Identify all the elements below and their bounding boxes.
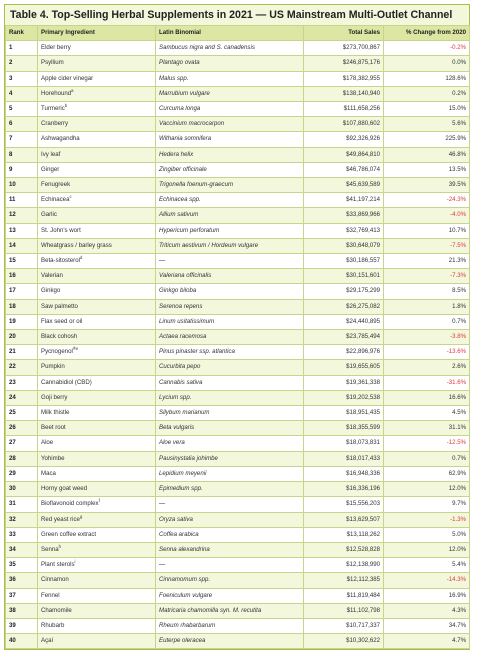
ingredient-cell [38,542,156,557]
ingredient-cell [38,284,156,299]
ingredient-name: Elder berry [41,44,71,52]
latin-binomial-cell: Rheum rhabarbarum [156,618,304,633]
table-row [6,360,470,375]
latin-binomial-cell: Hedera helix [156,147,304,162]
table-row [6,603,470,618]
table-row [6,238,470,253]
total-sales-cell: $111,658,256 [304,102,384,117]
ingredient-name: Açaí [41,637,54,645]
table-row [6,497,470,512]
ingredient-cell [38,618,156,633]
table-row [6,193,470,208]
percent-change-cell: 46.8% [384,147,470,162]
table-title: Table 4. Top-Selling Herbal Supplements in 2021 — US Mainstream Multi-Outlet Channel [10,9,453,21]
ingredient-name: Turmeric [41,105,65,113]
rank-cell: 13 [6,223,38,238]
ingredient-name: Senna [41,545,59,553]
ingredient-cell [38,390,156,405]
table-row [6,436,470,451]
ingredient-name: St. John's wort [41,226,81,234]
latin-binomial-cell: Echinacea spp. [156,193,304,208]
latin-binomial-cell: Beta vulgaris [156,421,304,436]
ingredient-name: Black cohosh [41,333,78,341]
ingredient-name: Bioflavonoid complex [41,500,99,508]
latin-binomial-cell: Triticum aestivum / Hordeum vulgare [156,238,304,253]
ingredient-cell [38,208,156,223]
table-row [6,314,470,329]
total-sales-cell: $107,880,602 [304,117,384,132]
ingredient-name: Horehound [41,89,72,97]
percent-change-cell: 0.2% [384,86,470,101]
latin-binomial-cell: — [156,558,304,573]
total-sales-cell: $273,700,867 [304,41,384,56]
percent-change-cell: 10.7% [384,223,470,238]
total-sales-cell: $11,819,484 [304,588,384,603]
table-row [6,86,470,101]
ingredient-cell [38,41,156,56]
rank-cell: 19 [6,314,38,329]
latin-binomial-cell: Cinnamomum spp. [156,573,304,588]
rank-cell: 26 [6,421,38,436]
latin-binomial-cell: Linum usitatissimum [156,314,304,329]
table-body [6,41,470,649]
latin-binomial-cell: Lepidium meyenii [156,466,304,481]
footnote-marker: ®e [72,346,79,352]
ingredient-name: Fennel [41,591,60,599]
percent-change-cell: -7.5% [384,238,470,253]
percent-change-cell: 225.9% [384,132,470,147]
latin-binomial-cell: Marrubium vulgare [156,86,304,101]
header-row [6,26,470,41]
ingredient-cell [38,482,156,497]
percent-change-cell: 34.7% [384,618,470,633]
rank-cell: 3 [6,71,38,86]
ingredient-name: Wheatgrass / barley grass [41,241,112,249]
ingredient-cell [38,527,156,542]
percent-change-cell: 12.0% [384,482,470,497]
ingredient-cell [38,375,156,390]
percent-change-cell: -12.5% [384,436,470,451]
rank-cell: 25 [6,406,38,421]
table-row [6,178,470,193]
percent-change-cell: 4.3% [384,603,470,618]
rank-cell: 40 [6,634,38,649]
latin-binomial-cell: Senna alexandrina [156,542,304,557]
total-sales-cell: $18,951,435 [304,406,384,421]
latin-binomial-cell: Valeriana officinalis [156,269,304,284]
ingredient-name: Ginger [41,165,60,173]
percent-change-cell: 15.0% [384,102,470,117]
rank-cell: 35 [6,558,38,573]
total-sales-cell: $13,118,262 [304,527,384,542]
total-sales-cell: $12,138,990 [304,558,384,573]
ingredient-name: Ashwagandha [41,135,80,143]
footnote-marker: h [58,543,61,549]
ingredient-name: Ginkgo [41,287,61,295]
percent-change-cell: -4.0% [384,208,470,223]
ingredient-name: Maca [41,469,56,477]
sales-header: Total Sales [304,26,384,41]
table-row [6,254,470,269]
percent-change-cell: 13.5% [384,162,470,177]
percent-change-cell: 4.5% [384,406,470,421]
ingredient-name: Yohimbe [41,454,65,462]
table-row [6,299,470,314]
ingredient-cell [38,558,156,573]
ingredient-name: Cinnamon [41,576,69,584]
percent-change-cell: 5.6% [384,117,470,132]
table-row [6,102,470,117]
ingredient-cell [38,345,156,360]
rank-cell: 37 [6,588,38,603]
ingredient-cell [38,178,156,193]
ingredient-cell [38,406,156,421]
total-sales-cell: $33,869,966 [304,208,384,223]
rank-cell: 36 [6,573,38,588]
rank-cell: 20 [6,330,38,345]
latin-binomial-cell: Curcuma longa [156,102,304,117]
footnote-marker: d [79,255,83,261]
percent-change-cell: 21.3% [384,254,470,269]
total-sales-cell: $26,275,082 [304,299,384,314]
rank-cell: 9 [6,162,38,177]
table-row [6,573,470,588]
ingredient-cell [38,512,156,527]
footnote-marker: g [79,513,83,519]
latin-binomial-cell: Serenoa repens [156,299,304,314]
ingredient-cell [38,56,156,71]
percent-change-cell: 12.0% [384,542,470,557]
ingredient-cell [38,132,156,147]
ingredient-name: Green coffee extract [41,530,97,538]
ingredient-cell [38,117,156,132]
percent-change-cell: 16.6% [384,390,470,405]
percent-change-cell: 9.7% [384,497,470,512]
percent-change-cell: -14.3% [384,573,470,588]
latin-binomial-cell: Sambucus nigra and S. canadensis [156,41,304,56]
ingredient-cell [38,193,156,208]
ingredient-name: Ivy leaf [41,150,61,158]
latin-binomial-cell: Oryza sativa [156,512,304,527]
rank-cell: 30 [6,482,38,497]
latin-binomial-cell: Allium sativum [156,208,304,223]
latin-binomial-cell: Pausinystalia johimbe [156,451,304,466]
rank-cell: 14 [6,238,38,253]
total-sales-cell: $12,528,828 [304,542,384,557]
table-row [6,588,470,603]
total-sales-cell: $19,202,538 [304,390,384,405]
ingredient-name: Cranberry [41,120,69,128]
percent-change-cell: 0.7% [384,451,470,466]
ingredient-name: Pycnogenol [41,348,73,356]
latin-binomial-cell: Vaccinium macrocarpon [156,117,304,132]
latin-binomial-cell: Aloe vera [156,436,304,451]
rank-cell: 27 [6,436,38,451]
total-sales-cell: $18,073,831 [304,436,384,451]
total-sales-cell: $19,655,605 [304,360,384,375]
rank-cell: 5 [6,102,38,117]
ingredient-name: Goji berry [41,393,68,401]
rank-cell: 17 [6,284,38,299]
percent-change-cell: -13.6% [384,345,470,360]
percent-change-cell: -3.8% [384,330,470,345]
total-sales-cell: $16,336,196 [304,482,384,497]
total-sales-cell: $30,648,079 [304,238,384,253]
rank-cell: 28 [6,451,38,466]
latin-binomial-cell: Matricaria chamomilla syn. M. recutita [156,603,304,618]
ingredient-cell [38,330,156,345]
total-sales-cell: $29,175,299 [304,284,384,299]
rank-cell: 15 [6,254,38,269]
latin-binomial-cell: Cucurbita pepo [156,360,304,375]
total-sales-cell: $49,864,810 [304,147,384,162]
table-row [6,132,470,147]
rank-cell: 1 [6,41,38,56]
table-row [6,284,470,299]
ingredient-cell [38,254,156,269]
rank-cell: 22 [6,360,38,375]
footnote-marker: a [71,87,74,93]
rank-cell: 11 [6,193,38,208]
table-row [6,117,470,132]
ingredient-cell [38,102,156,117]
ingredient-cell [38,466,156,481]
total-sales-cell: $11,102,798 [304,603,384,618]
percent-change-cell: 5.0% [384,527,470,542]
table-row [6,147,470,162]
total-sales-cell: $10,302,622 [304,634,384,649]
table-row [6,451,470,466]
table-row [6,466,470,481]
percent-change-cell: 128.6% [384,71,470,86]
table-row [6,345,470,360]
table-row [6,71,470,86]
table-row [6,269,470,284]
table-row [6,482,470,497]
latin-binomial-cell: — [156,254,304,269]
rank-cell: 12 [6,208,38,223]
ingredient-cell [38,451,156,466]
rank-header: Rank [6,26,38,41]
ingredient-cell [38,573,156,588]
latin-binomial-cell: Actaea racemosa [156,330,304,345]
rank-cell: 2 [6,56,38,71]
ingredient-cell [38,421,156,436]
ingredient-name: Cannabidiol (CBD) [41,378,92,386]
table-row [6,558,470,573]
ingredient-name: Aloe [41,439,54,447]
percent-change-cell: 16.9% [384,588,470,603]
ingredient-cell [38,497,156,512]
rank-cell: 32 [6,512,38,527]
ingredient-name: Fenugreek [41,181,71,189]
total-sales-cell: $18,355,599 [304,421,384,436]
percent-change-cell: 31.1% [384,421,470,436]
rank-cell: 33 [6,527,38,542]
ingredient-cell [38,223,156,238]
footnote-marker: f [98,498,100,504]
ingredient-name: Psyllium [41,59,64,67]
percent-change-cell: -1.3% [384,512,470,527]
total-sales-cell: $46,786,074 [304,162,384,177]
table-row [6,162,470,177]
total-sales-cell: $18,017,433 [304,451,384,466]
total-sales-cell: $138,140,940 [304,86,384,101]
ingredient-name: Red yeast rice [41,515,80,523]
latin-binomial-cell: Foeniculum vulgare [156,588,304,603]
latin-binomial-cell: Trigonella foenum-graecum [156,178,304,193]
percent-change-cell: 39.5% [384,178,470,193]
table-row [6,512,470,527]
ingredient-name: Chamomile [41,606,72,614]
ingredient-cell [38,436,156,451]
table-row [6,330,470,345]
total-sales-cell: $19,361,338 [304,375,384,390]
ingredient-name: Rhubarb [41,621,65,629]
total-sales-cell: $13,629,507 [304,512,384,527]
ingredient-name: Flax seed or oil [41,317,83,325]
total-sales-cell: $23,785,494 [304,330,384,345]
total-sales-cell: $41,197,214 [304,193,384,208]
ingredient-cell [38,162,156,177]
total-sales-cell: $24,440,895 [304,314,384,329]
rank-cell: 8 [6,147,38,162]
total-sales-cell: $246,875,176 [304,56,384,71]
ingredient-cell [38,634,156,649]
latin-binomial-cell: Ginkgo biloba [156,284,304,299]
ingredient-name: Beta-sitosterol [41,257,80,265]
percent-change-cell: 2.6% [384,360,470,375]
total-sales-cell: $178,382,955 [304,71,384,86]
table-row [6,390,470,405]
latin-binomial-cell: Pinus pinaster ssp. atlantica [156,345,304,360]
total-sales-cell: $12,112,385 [304,573,384,588]
rank-cell: 31 [6,497,38,512]
latin-binomial-cell: Silybum marianum [156,406,304,421]
rank-cell: 38 [6,603,38,618]
percent-change-cell: -0.2% [384,41,470,56]
rank-cell: 4 [6,86,38,101]
rank-cell: 39 [6,618,38,633]
change-header: % Change from 2020 [384,26,470,41]
latin-binomial-cell: Malus spp. [156,71,304,86]
latin-header: Latin Binomial [156,26,304,41]
rank-cell: 34 [6,542,38,557]
rank-cell: 21 [6,345,38,360]
ingredient-name: Garlic [41,211,57,219]
latin-binomial-cell: Plantago ovata [156,56,304,71]
ingredient-cell [38,238,156,253]
table-row [6,41,470,56]
ingredient-name: Valerian [41,272,63,280]
supplements-table-frame [4,4,470,650]
ingredient-cell [38,314,156,329]
ingredient-cell [38,299,156,314]
table-row [6,406,470,421]
footnote-marker: c [69,194,72,200]
rank-cell: 10 [6,178,38,193]
latin-binomial-cell: Lycium spp. [156,390,304,405]
ingredient-name: Saw palmetto [41,302,78,310]
latin-binomial-cell: Cannabis sativa [156,375,304,390]
table-row [6,223,470,238]
percent-change-cell: 0.7% [384,314,470,329]
rank-cell: 6 [6,117,38,132]
percent-change-cell: -31.6% [384,375,470,390]
percent-change-cell: 1.8% [384,299,470,314]
latin-binomial-cell: Epimedium spp. [156,482,304,497]
ingredient-cell [38,588,156,603]
percent-change-cell: 5.4% [384,558,470,573]
ingredient-cell [38,603,156,618]
percent-change-cell: 8.5% [384,284,470,299]
rank-cell: 16 [6,269,38,284]
latin-binomial-cell: — [156,497,304,512]
table-row [6,421,470,436]
supplements-table [5,25,470,649]
percent-change-cell: 4.7% [384,634,470,649]
footnote-marker: b [64,102,68,108]
percent-change-cell: -7.3% [384,269,470,284]
table-row [6,634,470,649]
total-sales-cell: $92,326,926 [304,132,384,147]
rank-cell: 23 [6,375,38,390]
ingredient-cell [38,147,156,162]
ingredient-cell [38,71,156,86]
table-row [6,375,470,390]
latin-binomial-cell: Zingiber officinale [156,162,304,177]
footnote-marker: i [74,559,76,565]
ingredient-cell [38,269,156,284]
latin-binomial-cell: Withania somnifera [156,132,304,147]
table-row [6,56,470,71]
total-sales-cell: $15,556,203 [304,497,384,512]
percent-change-cell: -24.3% [384,193,470,208]
ingredient-name: Echinacea [41,196,70,204]
percent-change-cell: 62.9% [384,466,470,481]
latin-binomial-cell: Hypericum perforatum [156,223,304,238]
rank-cell: 24 [6,390,38,405]
ingredient-cell [38,360,156,375]
total-sales-cell: $45,639,589 [304,178,384,193]
ingredient-name: Apple cider vinegar [41,74,94,82]
total-sales-cell: $32,769,413 [304,223,384,238]
total-sales-cell: $16,948,336 [304,466,384,481]
ingredient-header: Primary Ingredient [38,26,156,41]
percent-change-cell: 0.0% [384,56,470,71]
total-sales-cell: $22,896,976 [304,345,384,360]
latin-binomial-cell: Coffea arabica [156,527,304,542]
rank-cell: 18 [6,299,38,314]
rank-cell: 29 [6,466,38,481]
ingredient-name: Horny goat weed [41,485,88,493]
table-row [6,618,470,633]
ingredient-name: Beet root [41,424,66,432]
total-sales-cell: $10,717,337 [304,618,384,633]
ingredient-name: Plant sterols [41,561,75,569]
ingredient-name: Milk thistle [41,409,70,417]
total-sales-cell: $30,186,557 [304,254,384,269]
ingredient-name: Pumpkin [41,363,65,371]
ingredient-cell [38,86,156,101]
latin-binomial-cell: Euterpe oleracea [156,634,304,649]
table-row [6,542,470,557]
table-row [6,208,470,223]
table-row [6,527,470,542]
rank-cell: 7 [6,132,38,147]
total-sales-cell: $30,151,601 [304,269,384,284]
